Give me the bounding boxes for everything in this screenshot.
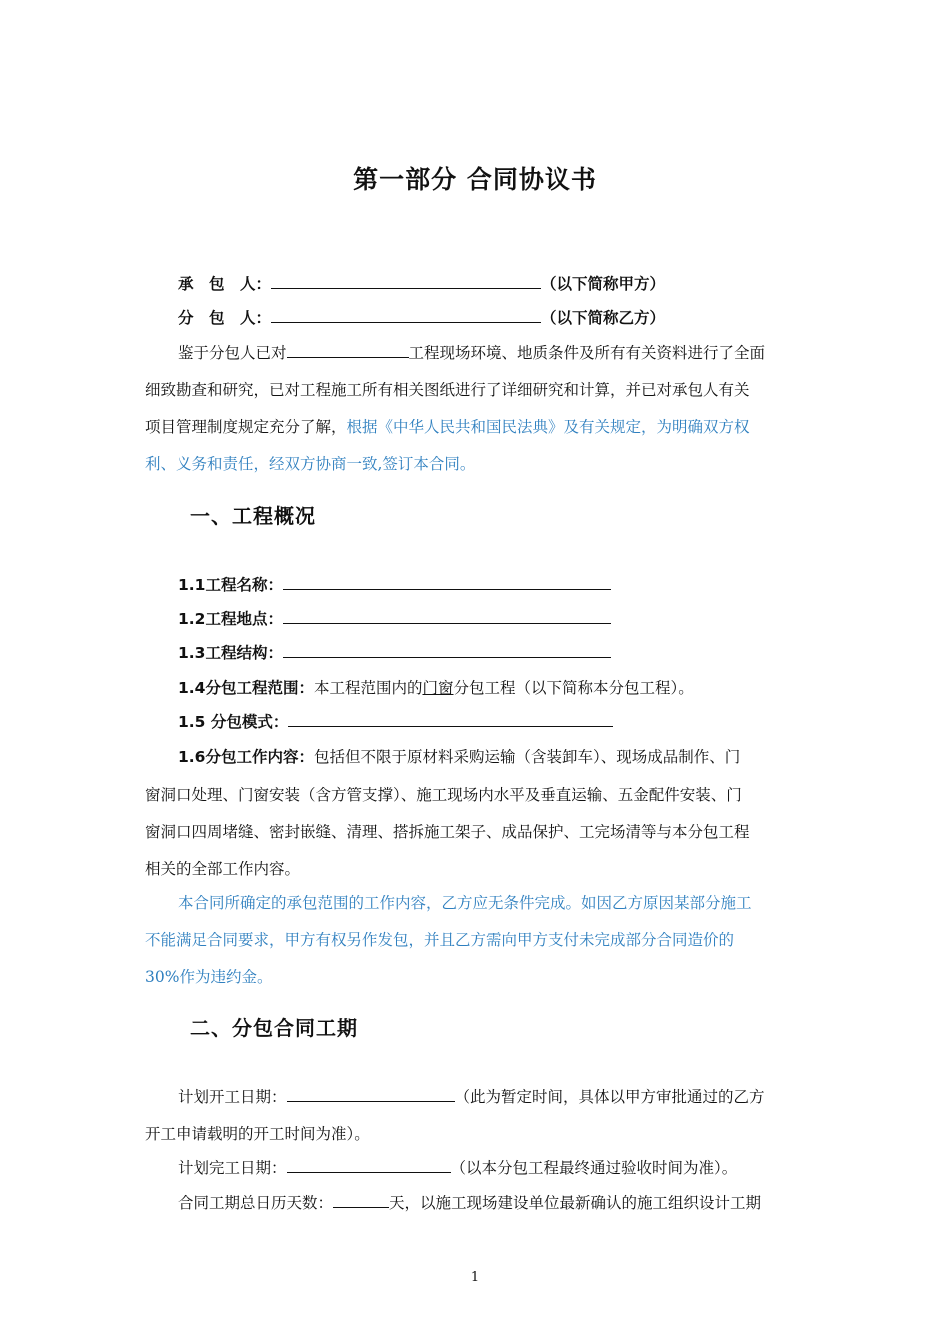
total-days-label: 合同工期总日历天数： — [178, 1194, 334, 1212]
item-1-5 — [178, 712, 613, 732]
item-1-3 — [178, 643, 611, 663]
item-1-6-line-2: 窗洞口处理、门窗安装（含方管支撑）、施工现场内水平及垂直运输、五金配件安装、门 — [145, 786, 742, 804]
preamble-text: 鉴于分包人已对 — [178, 344, 287, 362]
item-text: 分包工程（以下简称本分包工程）。 — [453, 679, 694, 697]
contractor-blank[interactable] — [271, 274, 541, 289]
item-1-6-line-4: 相关的全部工作内容。 — [145, 860, 301, 878]
preamble-line-2: 细致勘查和研究，已对工程施工所有相关图纸进行了详细研究和计算，并已对承包人有关 — [145, 381, 750, 399]
subcontractor-suffix: （以下简称乙方） — [541, 309, 666, 327]
item-text: 本工程范围内的 — [313, 679, 423, 697]
item-label: 1.5 分包模式： — [178, 713, 289, 731]
section-heading-1: 一、工程概况 — [190, 504, 316, 528]
end-date-label: 计划完工日期： — [178, 1159, 287, 1177]
page-title: 第一部分 合同协议书 — [353, 165, 597, 194]
total-days-line — [178, 1193, 761, 1213]
preamble-line-4: 利、义务和责任，经双方协商一致,签订本合同。 — [145, 455, 476, 473]
item-label: 1.6分包工作内容： — [178, 748, 314, 766]
item-1-4 — [178, 678, 694, 698]
item-1-6 — [178, 747, 740, 767]
item-1-6-line-3: 窗洞口四周堵缝、密封嵌缝、清理、搭拆施工架子、成品保护、工完场清等与本分包工程 — [145, 823, 750, 841]
total-days-field[interactable] — [333, 1193, 389, 1208]
end-date-note: （以本分包工程最终通过验收时间为准）。 — [450, 1159, 738, 1177]
start-date-label: 计划开工日期： — [178, 1088, 287, 1106]
page-number: 1 — [470, 1270, 480, 1285]
note-line-2: 不能满足合同要求，甲方有权另作发包，并且乙方需向甲方支付未完成部分合同造价的 — [145, 931, 735, 949]
start-date-line — [178, 1087, 765, 1107]
total-days-note: 天，以施工现场建设单位最新确认的施工组织设计工期 — [389, 1194, 762, 1212]
preamble-blue-text: 根据《中华人民共和国民法典》及有关规定，为明确双方权 — [346, 418, 750, 436]
preamble-line-3 — [145, 417, 750, 437]
section-heading-2: 二、分包合同工期 — [190, 1016, 358, 1040]
project-name-field[interactable] — [283, 575, 611, 590]
end-date-line — [178, 1158, 737, 1178]
project-structure-field[interactable] — [283, 643, 611, 658]
contractor-label: 承 包 人： — [178, 275, 272, 293]
item-label: 1.1工程名称： — [178, 576, 283, 594]
preamble-text: 项目管理制度规定充分了解， — [145, 418, 347, 436]
note-line-1: 本合同所确定的承包范围的工作内容，乙方应无条件完成。如因乙方原因某部分施工 — [178, 894, 752, 912]
contractor-suffix: （以下简称甲方） — [541, 275, 666, 293]
preamble-text: 工程现场环境、地质条件及所有有关资料进行了全面 — [408, 344, 766, 362]
item-1-2 — [178, 609, 611, 629]
note-line-3: 30%作为违约金。 — [145, 968, 273, 986]
subcontractor-blank[interactable] — [271, 308, 541, 323]
start-date-field[interactable] — [287, 1087, 455, 1102]
item-text: 包括但不限于原材料采购运输（含装卸车）、现场成品制作、门 — [313, 748, 741, 766]
item-label: 1.2工程地点： — [178, 610, 283, 628]
start-date-note: （此为暂定时间，具体以甲方审批通过的乙方 — [454, 1088, 765, 1106]
subcontractor-label: 分 包 人： — [178, 309, 272, 327]
subcontract-mode-field[interactable] — [288, 712, 613, 727]
item-underlined-text: 门窗 — [422, 679, 454, 697]
project-location-field[interactable] — [283, 609, 611, 624]
item-label: 1.3工程结构： — [178, 644, 283, 662]
start-date-note-2: 开工申请载明的开工时间为准）。 — [145, 1125, 370, 1143]
item-label: 1.4分包工程范围： — [178, 679, 314, 697]
preamble-line-1 — [178, 343, 765, 363]
end-date-field[interactable] — [287, 1158, 451, 1173]
item-1-1 — [178, 575, 611, 595]
subcontractor-line — [178, 308, 665, 328]
contractor-line — [178, 274, 665, 294]
project-name-blank[interactable] — [287, 343, 409, 358]
